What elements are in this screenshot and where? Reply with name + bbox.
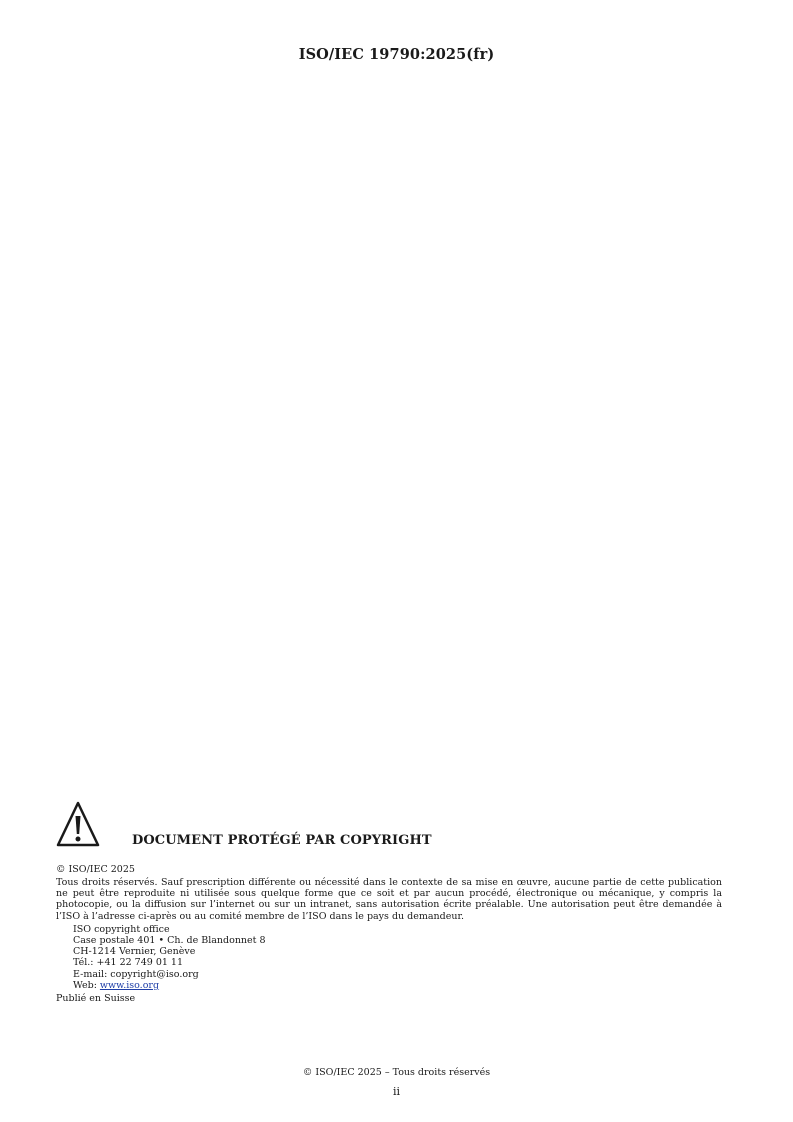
- address-postal: Case postale 401 • Ch. de Blandonnet 8: [73, 935, 266, 947]
- published-in: Publié en Suisse: [56, 993, 136, 1005]
- web-label: Web:: [73, 979, 100, 991]
- address-office: ISO copyright office: [73, 923, 170, 935]
- warning-triangle-icon: [56, 800, 100, 850]
- footer-copyright: © ISO/IEC 2025 – Tous droits réservés: [302, 1067, 491, 1078]
- address-city: CH-1214 Vernier, Genève: [73, 946, 196, 958]
- iso-address: [73, 924, 722, 991]
- copyright-notice: [56, 800, 722, 1005]
- web-link[interactable]: www.iso.org: [99, 979, 160, 991]
- address-web: [73, 980, 722, 991]
- address-email: E-mail: copyright@iso.org: [73, 968, 199, 980]
- page-number: ii: [392, 1085, 401, 1098]
- document-header-title: ISO/IEC 19790:2025(fr): [298, 46, 495, 63]
- rights-paragraph: Tous droits réservés. Sauf prescription différente ou nécessité dans le contexte de sa mise en œuvre, aucune partie de cette publication ne peut être reproduite ni utilisée sous quelque forme que ce soit et par aucun procédé, électronique ou mécanique, y compris la photocopie, ou la diffusion sur l’internet ou sur un intranet, sans autorisation écrite préalable. Une autorisation peut être demandée à l’ISO à l’adresse ci-après ou au comité membre de l’ISO dans le pays du demandeur.: [56, 877, 722, 922]
- copyright-title: DOCUMENT PROTÉGÉ PAR COPYRIGHT: [132, 833, 432, 848]
- address-phone: Tél.: +41 22 749 01 11: [73, 957, 184, 969]
- copyright-line: © ISO/IEC 2025: [56, 864, 135, 875]
- copyright-warning-row: [56, 800, 722, 852]
